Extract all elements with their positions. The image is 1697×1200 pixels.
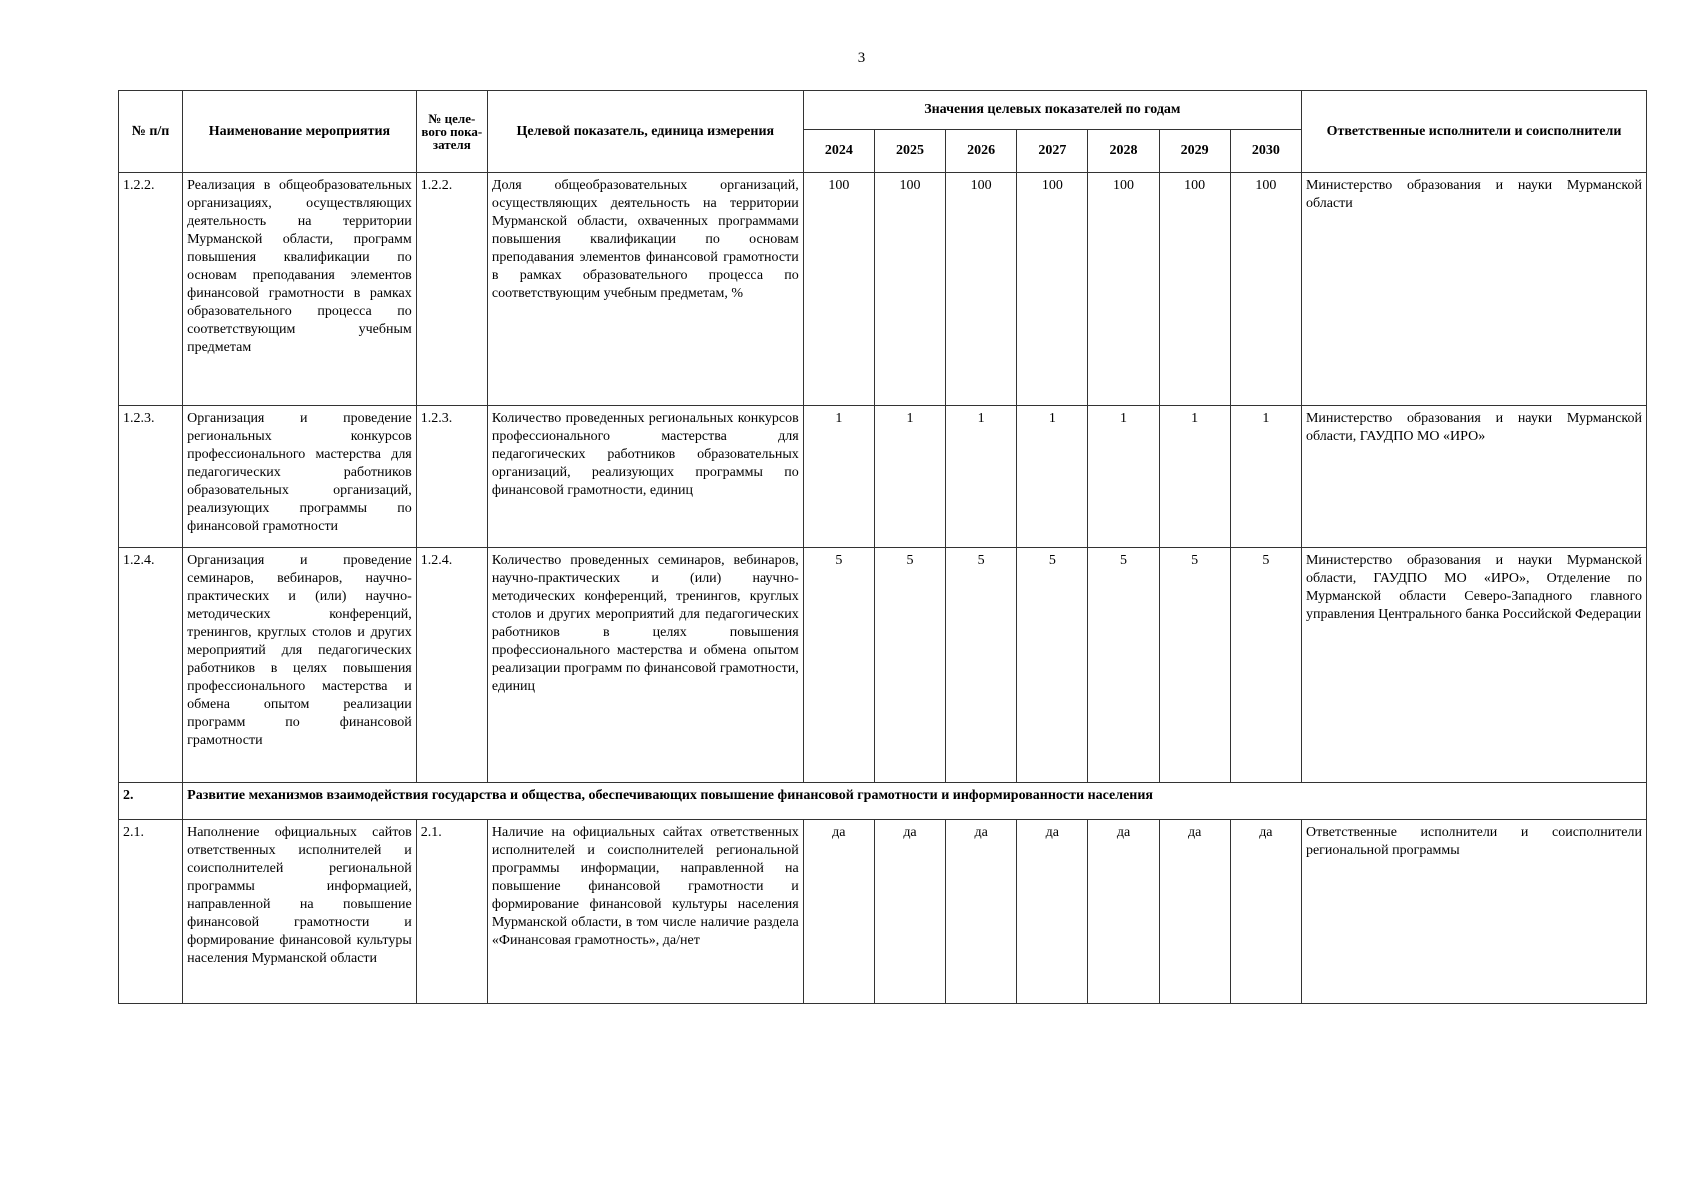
header-year: 2028: [1088, 130, 1159, 173]
row-value: да: [946, 820, 1017, 1004]
row-value: 5: [1017, 548, 1088, 783]
header-indicator-num: № целе- вого пока- зателя: [416, 91, 487, 173]
row-value: 1: [1159, 406, 1230, 548]
header-responsible: Ответственные исполнители и соисполнители: [1301, 91, 1646, 173]
row-value: да: [1017, 820, 1088, 1004]
row-value: 100: [1230, 173, 1301, 406]
row-indicator: Количество проведенных семинаров, вебинаров, научно-практических и (или) научно-методических конференций, тренингов, круглых столов и других мероприятий для педагогических работников в целях повышения профессионального мастерства и обмена опытом реализации программ по финансовой грамотности, единиц: [487, 548, 803, 783]
header-year: 2029: [1159, 130, 1230, 173]
section-title: Развитие механизмов взаимодействия государства и общества, обеспечивающих повышение финансовой грамотности и информированности населения: [183, 783, 1647, 820]
row-value: 100: [1159, 173, 1230, 406]
row-event: Организация и проведение семинаров, вебинаров, научно-практических и (или) научно-методических конференций, тренингов, круглых столов и других мероприятий для педагогических работников в целях повышения профессионального мастерства и обмена опытом реализации программ по финансовой грамотности: [183, 548, 417, 783]
row-value: 100: [1088, 173, 1159, 406]
header-year: 2025: [874, 130, 945, 173]
row-event: Организация и проведение региональных конкурсов профессионального мастерства для педагогических работников образовательных организаций, реализующих программы по финансовой грамотности: [183, 406, 417, 548]
row-value: 100: [874, 173, 945, 406]
row-indicator: Количество проведенных региональных конкурсов профессионального мастерства для педагогических работников образовательных организаций, реализующих программы по финансовой грамотности, единиц: [487, 406, 803, 548]
row-value: 1: [1088, 406, 1159, 548]
row-value: 1: [1017, 406, 1088, 548]
row-responsible: Министерство образования и науки Мурманской области: [1301, 173, 1646, 406]
row-value: да: [1088, 820, 1159, 1004]
row-responsible: Ответственные исполнители и соисполнители региональной программы: [1301, 820, 1646, 1004]
page-number: 3: [857, 50, 866, 66]
row-value: 100: [803, 173, 874, 406]
row-num: 1.2.3.: [119, 406, 183, 548]
row-value: да: [1159, 820, 1230, 1004]
header-year: 2024: [803, 130, 874, 173]
row-responsible: Министерство образования и науки Мурманской области, ГАУДПО МО «ИРО», Отделение по Мурманской области Северо-Западного главного управления Центрального банка Российской Федерации: [1301, 548, 1646, 783]
row-value: да: [803, 820, 874, 1004]
header-year: 2030: [1230, 130, 1301, 173]
row-value: да: [874, 820, 945, 1004]
row-value: 5: [803, 548, 874, 783]
row-indicator: Доля общеобразовательных организаций, осуществляющих деятельность на территории Мурманской области, охваченных программами повышения квалификации по основам преподавания элементов финансовой грамотности в рамках образовательного процесса по соответствующим учебным предметам, %: [487, 173, 803, 406]
header-indicator: Целевой показатель, единица измерения: [487, 91, 803, 173]
table-row: [119, 173, 1647, 406]
row-value: 100: [946, 173, 1017, 406]
section-num: 2.: [119, 783, 183, 820]
header-years-group: Значения целевых показателей по годам: [803, 91, 1301, 130]
row-value: 1: [803, 406, 874, 548]
row-value: 5: [874, 548, 945, 783]
section-row: [119, 783, 1647, 820]
header-event: Наименование мероприятия: [183, 91, 417, 173]
row-indicator: Наличие на официальных сайтах ответственных исполнителей и соисполнителей региональной программы информации, направленной на повышение финансовой грамотности и формирование финансовой культуры населения Мурманской области, в том числе наличие раздела «Финансовая грамотность», да/нет: [487, 820, 803, 1004]
row-indicator-num: 1.2.3.: [416, 406, 487, 548]
header-year: 2026: [946, 130, 1017, 173]
row-value: да: [1230, 820, 1301, 1004]
row-num: 2.1.: [119, 820, 183, 1004]
row-value: 1: [874, 406, 945, 548]
row-num: 1.2.4.: [119, 548, 183, 783]
table-header: [119, 91, 1647, 173]
table-row: [119, 548, 1647, 783]
row-value: 5: [946, 548, 1017, 783]
row-indicator-num: 2.1.: [416, 820, 487, 1004]
table-row: [119, 406, 1647, 548]
header-num: № п/п: [119, 91, 183, 173]
row-indicator-num: 1.2.4.: [416, 548, 487, 783]
row-value: 5: [1230, 548, 1301, 783]
row-event: Реализация в общеобразовательных организациях, осуществляющих деятельность на территории Мурманской области, программ повышения квалификации по основам преподавания элементов финансовой грамотности в рамках образовательного процесса по соответствующим учебным предметам: [183, 173, 417, 406]
row-value: 1: [946, 406, 1017, 548]
table-row: [119, 820, 1647, 1004]
row-value: 5: [1159, 548, 1230, 783]
row-value: 100: [1017, 173, 1088, 406]
row-event: Наполнение официальных сайтов ответственных исполнителей и соисполнителей региональной программы информацией, направленной на повышение финансовой грамотности и формирование финансовой культуры населения Мурманской области: [183, 820, 417, 1004]
row-responsible: Министерство образования и науки Мурманской области, ГАУДПО МО «ИРО»: [1301, 406, 1646, 548]
row-value: 5: [1088, 548, 1159, 783]
row-num: 1.2.2.: [119, 173, 183, 406]
header-year: 2027: [1017, 130, 1088, 173]
row-value: 1: [1230, 406, 1301, 548]
targets-table: [118, 90, 1647, 1004]
row-indicator-num: 1.2.2.: [416, 173, 487, 406]
